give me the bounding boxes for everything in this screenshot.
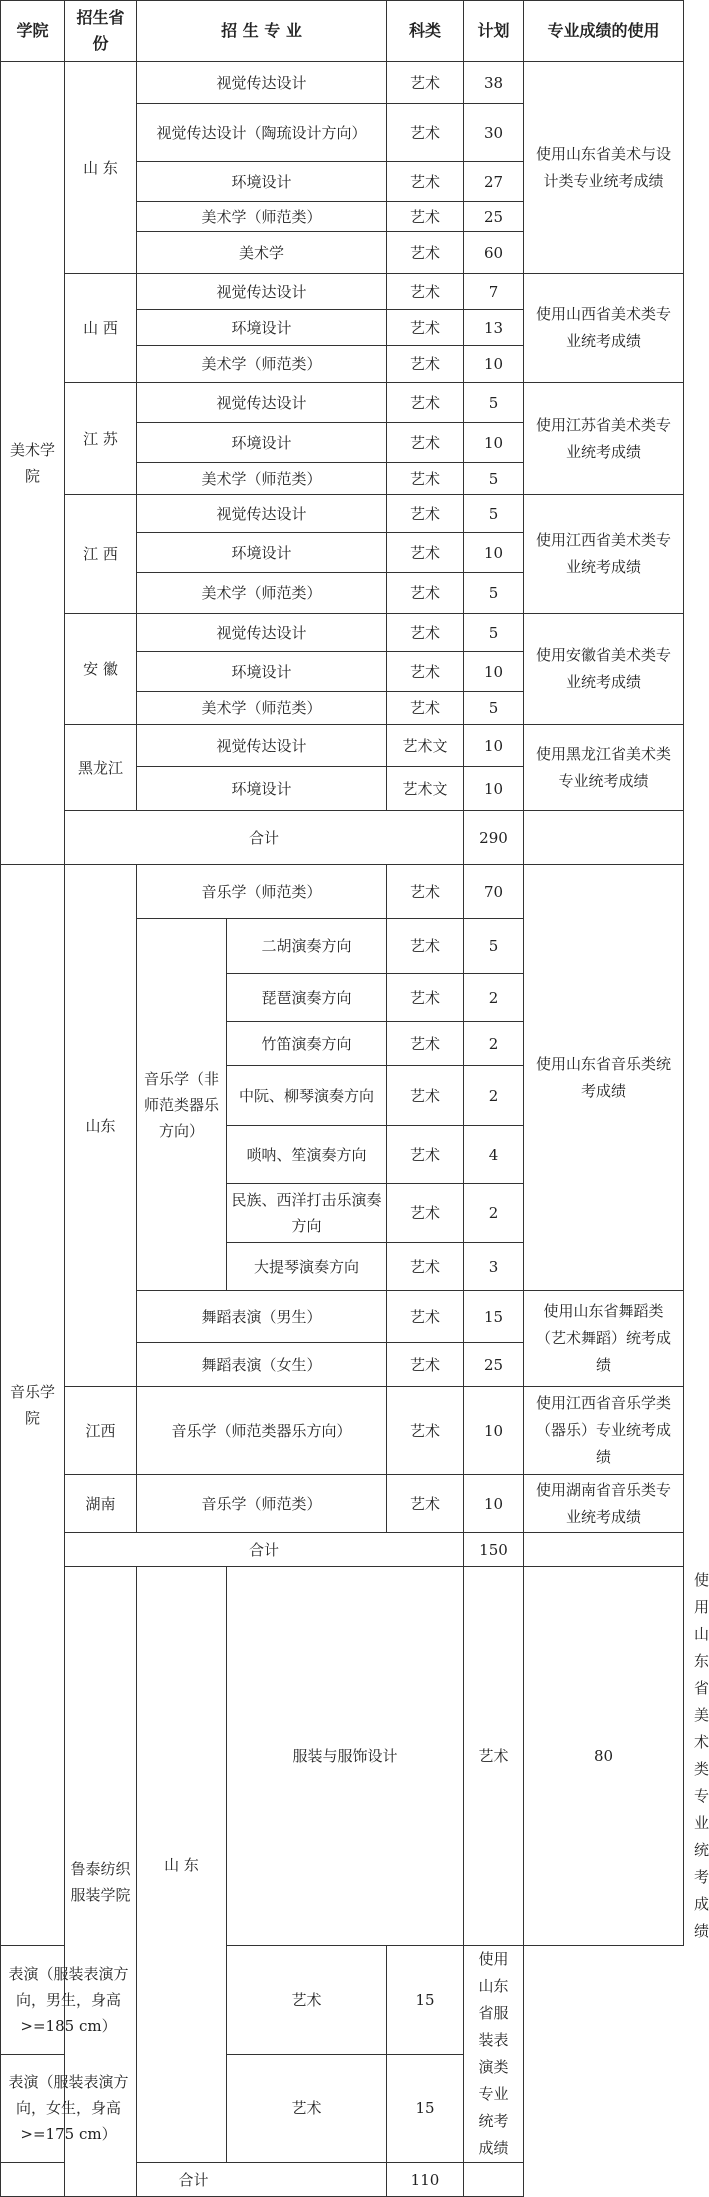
plan: 13 [464,310,524,346]
category: 艺术 [227,1946,387,2055]
category: 艺术 [387,1475,464,1533]
total-value: 290 [464,811,524,865]
total-label: 合计 [65,811,464,865]
category: 艺术 [387,232,464,274]
category: 艺术 [387,162,464,202]
major-name: 服装与服饰设计 [227,1567,464,1946]
major-name: 视觉传达设计 [137,274,387,310]
category: 艺术 [387,919,464,974]
table-row [1,1387,684,1475]
plan: 7 [464,274,524,310]
usage-note: 使用安徽省美术类专业统考成绩 [524,614,684,725]
category: 艺术 [387,1343,464,1387]
usage-note: 使用山东省服装表演类专业统考成绩 [464,1946,524,2163]
category: 艺术 [387,274,464,310]
province-name: 山东 [65,865,137,1387]
plan: 5 [464,692,524,725]
plan: 38 [464,62,524,104]
plan: 5 [464,919,524,974]
category: 艺术文 [387,725,464,767]
header-college: 学院 [1,1,65,62]
major-name: 美术学（师范类） [137,573,387,614]
college-name: 鲁泰纺织服装学院 [65,1567,137,2197]
plan: 2 [464,974,524,1022]
category: 艺术 [387,692,464,725]
total-label: 合计 [1,2163,387,2197]
usage-note: 使用江苏省美术类专业统考成绩 [524,383,684,495]
major-name: 视觉传达设计 [137,614,387,652]
total-usage-empty [464,2163,524,2197]
major-name: 美术学（师范类） [137,346,387,383]
table-row [1,62,684,104]
category: 艺术 [387,383,464,423]
plan: 2 [464,1184,524,1243]
major-name: 表演（服装表演方向，女生，身高>=175 cm） [1,2054,137,2163]
category: 艺术 [387,1243,464,1291]
major-name: 视觉传达设计（陶琉设计方向） [137,104,387,162]
plan: 10 [464,1475,524,1533]
plan: 15 [464,1291,524,1343]
major-name: 中阮、柳琴演奏方向 [227,1066,387,1126]
plan: 10 [464,1387,524,1475]
header-usage: 专业成绩的使用 [524,1,684,62]
major-name: 民族、西洋打击乐演奏方向 [227,1184,387,1243]
header-major: 招 生 专 业 [137,1,387,62]
category: 艺术 [387,533,464,573]
plan: 10 [464,533,524,573]
category: 艺术 [387,1387,464,1475]
usage-note: 使用江西省音乐学类（器乐）专业统考成绩 [524,1387,684,1475]
major-name: 唢呐、笙演奏方向 [227,1126,387,1184]
category: 艺术 [387,310,464,346]
major-name: 视觉传达设计 [137,725,387,767]
plan: 25 [464,202,524,232]
major-name: 音乐学（师范类器乐方向） [137,1387,387,1475]
major-name: 二胡演奏方向 [227,919,387,974]
plan: 10 [464,725,524,767]
major-name: 美术学 [137,232,387,274]
category: 艺术 [387,1184,464,1243]
table-row: 鲁泰纺织服装学院 山 东 服装与服饰设计 艺术 80 使用山东省美术类专业统考成绩 [1,1567,684,1946]
province-name: 江 苏 [65,383,137,495]
major-name: 舞蹈表演（女生） [137,1343,387,1387]
plan: 5 [464,573,524,614]
major-name: 音乐学（师范类） [137,1475,387,1533]
major-name: 美术学（师范类） [137,463,387,495]
table-row [1,2054,684,2163]
plan: 3 [464,1243,524,1291]
total-usage-empty [524,811,684,865]
plan: 2 [464,1066,524,1126]
category: 艺术 [387,865,464,919]
category: 艺术文 [387,767,464,811]
province-name: 山 西 [65,274,137,383]
category: 艺术 [387,495,464,533]
total-usage-empty [524,1533,684,1567]
category: 艺术 [387,652,464,692]
category: 艺术 [387,1066,464,1126]
instrument-group: 音乐学（非师范类器乐方向） [137,919,227,1291]
province-name: 安 徽 [65,614,137,725]
plan: 2 [464,1022,524,1066]
major-name: 大提琴演奏方向 [227,1243,387,1291]
category: 艺术 [387,202,464,232]
plan: 15 [387,1946,464,2055]
major-name: 竹笛演奏方向 [227,1022,387,1066]
major-name: 表演（服装表演方向，男生，身高>=185 cm） [1,1946,137,2055]
header-category: 科类 [387,1,464,62]
table-row [1,495,684,533]
category: 艺术 [387,1022,464,1066]
plan: 80 [524,1567,684,1946]
major-name: 舞蹈表演（男生） [137,1291,387,1343]
category: 艺术 [387,1126,464,1184]
usage-note: 使用山西省美术类专业统考成绩 [524,274,684,383]
college-name: 音乐学院 [1,865,65,1946]
province-name: 山 东 [137,1567,227,2163]
header-province: 招生省份 [65,1,137,62]
table-row [1,1475,684,1533]
usage-note: 使用湖南省音乐类专业统考成绩 [524,1475,684,1533]
category: 艺术 [387,346,464,383]
total-label: 合计 [65,1533,464,1567]
province-name: 山 东 [65,62,137,274]
total-row [1,811,684,865]
header-row [1,1,684,62]
major-name: 环境设计 [137,533,387,573]
usage-note: 使用黑龙江省美术类专业统考成绩 [524,725,684,811]
province-name: 江 西 [65,495,137,614]
major-name: 美术学（师范类） [137,202,387,232]
total-row [1,1533,684,1567]
category: 艺术 [387,463,464,495]
plan: 30 [464,104,524,162]
major-name: 视觉传达设计 [137,495,387,533]
province-name: 江西 [65,1387,137,1475]
major-name: 环境设计 [137,767,387,811]
major-name: 环境设计 [137,162,387,202]
table-row [1,725,684,767]
major-name: 视觉传达设计 [137,383,387,423]
table-row [1,383,684,423]
plan: 10 [464,346,524,383]
plan: 27 [464,162,524,202]
major-name: 音乐学（师范类） [137,865,387,919]
category: 艺术 [387,62,464,104]
category: 艺术 [387,104,464,162]
plan: 5 [464,614,524,652]
table-row [1,274,684,310]
plan: 5 [464,495,524,533]
category: 艺术 [387,614,464,652]
table-row [1,614,684,652]
province-name: 湖南 [65,1475,137,1533]
province-name: 黑龙江 [65,725,137,811]
major-name: 环境设计 [137,652,387,692]
table-row [1,1946,684,2055]
major-name: 视觉传达设计 [137,62,387,104]
usage-note: 使用山东省舞蹈类（艺术舞蹈）统考成绩 [524,1291,684,1387]
plan: 70 [464,865,524,919]
usage-note: 使用江西省美术类专业统考成绩 [524,495,684,614]
header-plan: 计划 [464,1,524,62]
plan: 5 [464,463,524,495]
usage-note: 使用山东省美术与设计类专业统考成绩 [524,62,684,274]
category: 艺术 [387,573,464,614]
major-name: 琵琶演奏方向 [227,974,387,1022]
category: 艺术 [464,1567,524,1946]
plan: 5 [464,383,524,423]
category: 艺术 [387,1291,464,1343]
total-value: 150 [464,1533,524,1567]
plan: 4 [464,1126,524,1184]
plan: 10 [464,767,524,811]
usage-note: 使用山东省音乐类统考成绩 [524,865,684,1291]
plan: 10 [464,423,524,463]
plan: 25 [464,1343,524,1387]
major-name: 环境设计 [137,310,387,346]
major-name: 美术学（师范类） [137,692,387,725]
table-row [1,865,684,919]
category: 艺术 [387,423,464,463]
category: 艺术 [227,2054,387,2163]
plan: 15 [387,2054,464,2163]
major-name: 环境设计 [137,423,387,463]
college-name: 美术学院 [1,62,65,865]
plan: 60 [464,232,524,274]
plan: 10 [464,652,524,692]
total-value: 110 [387,2163,464,2197]
total-row [1,2163,684,2197]
category: 艺术 [387,974,464,1022]
